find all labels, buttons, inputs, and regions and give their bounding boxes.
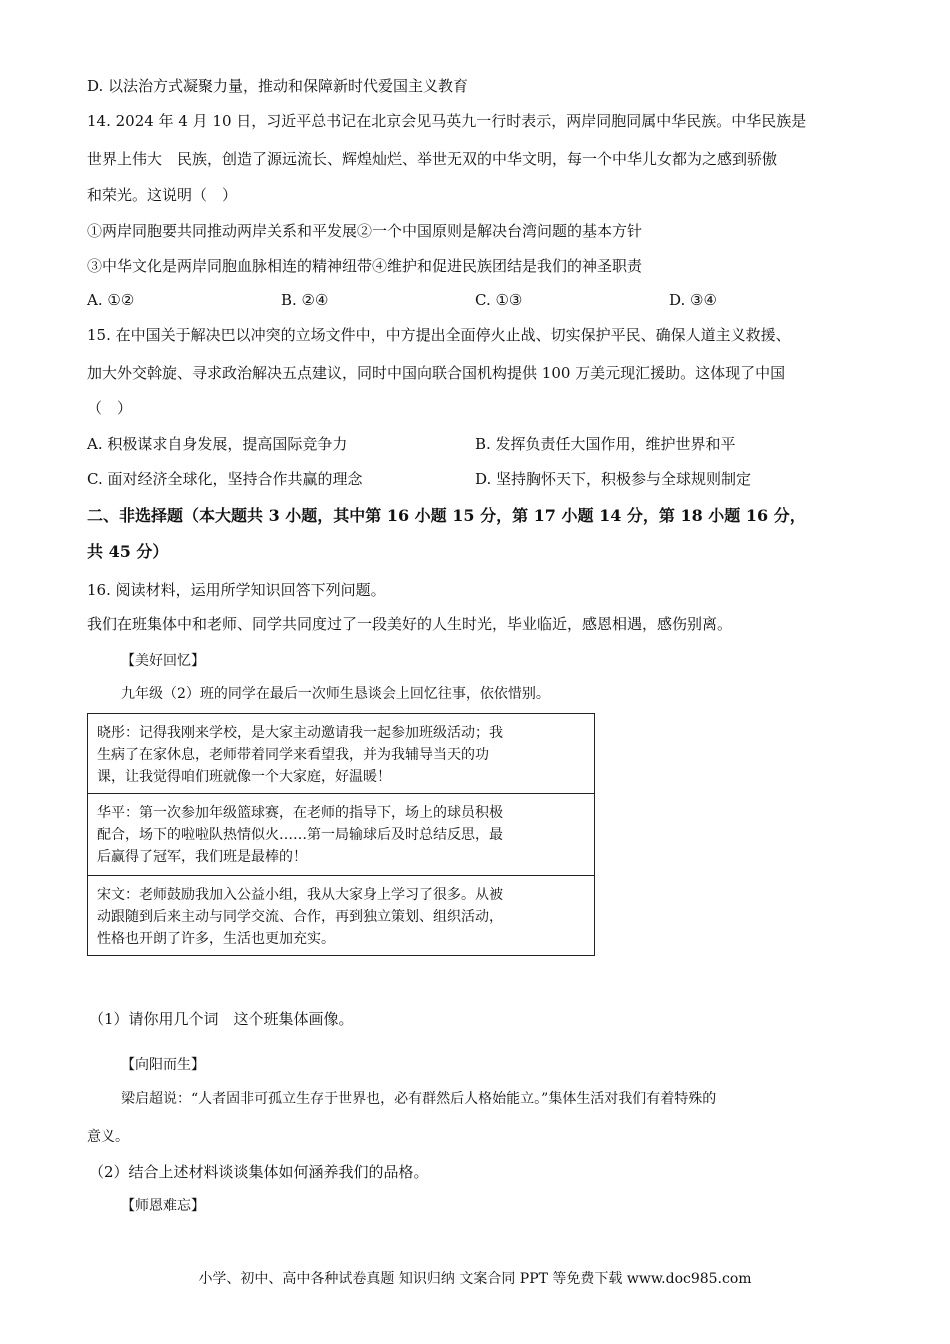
page-footer: 小学、初中、高中各种试卷真题 知识归纳 文案合同 PPT 等免费下载 www.doc985.com [198,1271,752,1287]
q14-statement-2: ③中华文化是两岸同胞血脉相连的精神纽带④维护和促进民族团结是我们的神圣职责 [87,257,643,275]
memory-line: 晓彤：记得我刚来学校，是大家主动邀请我一起参加班级活动；我 [97,725,503,741]
memory-line: 后赢得了冠军，我们班是最棒的！ [97,849,307,865]
q14-option-d: D. ③④ [669,291,717,309]
q14-stem-line-2: 世界上伟大 民族，创造了源远流长、辉煌灿烂、举世无双的中华文明，每一个中华儿女都为之感到骄傲 [87,150,778,168]
q15-option-a: A. 积极谋求自身发展，提高国际竞争力 [87,435,348,453]
q14-option-b: B. ②④ [281,291,329,309]
q13-option-d: D. 以法治方式凝聚力量，推动和保障新时代爱国主义教育 [87,77,469,95]
q15-option-c: C. 面对经济全球化，坚持合作共赢的理念 [87,470,363,488]
q15-stem-line-3: （ ） [87,399,133,417]
q14-option-a: A. ①② [87,291,135,309]
memory-line: 宋文：老师鼓励我加入公益小组，我从大家身上学习了很多。从被 [97,887,503,903]
memory-huaping [88,794,594,876]
teacher-header: 【师恩难忘】 [121,1198,205,1214]
q15-stem-line-2: 加大外交斡旋、寻求政治解决五点建议，同时中国向联合国机构提供 100 万美元现汇援助。这体现了中国 [87,364,786,382]
q14-stem-line-1: 14. 2024 年 4 月 10 日，习近平总书记在北京会见马英九一行时表示，两岸同胞同属中华民族。中华民族是 [87,112,807,130]
memory-xiaotong [88,714,594,794]
memory-line: 动跟随到后来主动与同学交流、合作，再到独立策划、组织活动， [97,909,503,925]
memory-header: 【美好回忆】 [121,653,205,669]
q15-option-b: B. 发挥负责任大国作用，维护世界和平 [475,435,736,453]
memory-line: 配合，场下的啦啦队热情似火……第一局输球后及时总结反思，最 [97,827,503,843]
q15-option-d: D. 坚持胸怀天下，积极参与全球规则制定 [475,470,752,488]
q16-sub-question-1: （1）请你用几个词 这个班集体画像。 [89,1010,354,1028]
memory-line: 生病了在家休息，老师带着同学来看望我，并为我辅导当天的功 [97,747,489,763]
q16-context: 我们在班集体中和老师、同学共同度过了一段美好的人生时光，毕业临近，感恩相遇，感伤别离。 [87,615,733,633]
memory-line: 华平：第一次参加年级篮球赛，在老师的指导下，场上的球员积极 [97,805,503,821]
section-title-line-2: 共 45 分） [87,542,169,561]
memories-box [87,713,595,956]
quote-line-2: 意义。 [87,1129,129,1145]
memory-line: 课，让我觉得咱们班就像一个大家庭，好温暖！ [97,769,391,785]
q14-stem-line-3: 和荣光。这说明（ ） [87,186,238,204]
memory-songwen [88,876,594,955]
q16-intro: 16. 阅读材料，运用所学知识回答下列问题。 [87,581,386,599]
sunny-header: 【向阳而生】 [121,1057,205,1073]
q16-sub-question-2: （2）结合上述材料谈谈集体如何涵养我们的品格。 [89,1163,429,1181]
quote-line-1: 梁启超说：“人者固非可孤立生存于世界也，必有群然后人格始能立。”集体生活对我们有着特殊的 [121,1091,717,1107]
q14-option-c: C. ①③ [475,291,523,309]
memory-line: 性格也开朗了许多，生活也更加充实。 [97,931,335,947]
section-title-line-1: 二、非选择题（本大题共 3 小题，其中第 16 小题 15 分，第 17 小题 14 分，第 18 小题 16 分， [87,506,806,525]
memory-intro: 九年级（2）班的同学在最后一次师生恳谈会上回忆往事，依依惜别。 [121,686,550,702]
q15-stem-line-1: 15. 在中国关于解决巴以冲突的立场文件中，中方提出全面停火止战、切实保护平民、确保人道主义救援、 [87,326,791,344]
q14-statement-1: ①两岸同胞要共同推动两岸关系和平发展②一个中国原则是解决台湾问题的基本方针 [87,222,643,240]
